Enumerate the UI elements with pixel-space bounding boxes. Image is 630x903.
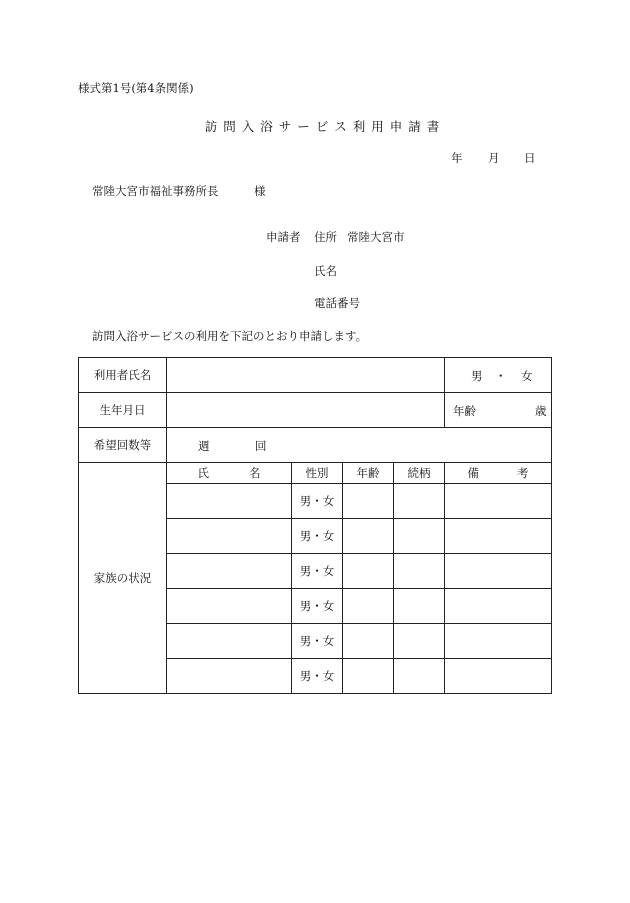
addressee-honorific: 様	[254, 184, 266, 198]
family-relation-field[interactable]	[394, 624, 445, 659]
family-header-relation: 続柄	[394, 463, 445, 484]
family-name-field[interactable]	[167, 624, 292, 659]
addressee-name: 常陸大宮市福祉事務所長	[92, 184, 219, 198]
family-name-field[interactable]	[167, 554, 292, 589]
family-remarks-field[interactable]	[445, 589, 552, 624]
user-gender-field[interactable]	[445, 358, 552, 393]
family-relation-field[interactable]	[394, 659, 445, 694]
date-month: 月	[488, 151, 500, 165]
family-header-remarks-1: 備	[467, 466, 479, 480]
address-value[interactable]: 常陸大宮市	[347, 230, 405, 244]
family-header-name	[167, 463, 292, 484]
application-statement: 訪問入浴サービスの利用を下記のとおり申請します。	[92, 329, 368, 343]
family-name-field[interactable]	[167, 484, 292, 519]
family-relation-field[interactable]	[394, 589, 445, 624]
family-remarks-field[interactable]	[445, 484, 552, 519]
family-age-field[interactable]	[343, 589, 394, 624]
family-age-field[interactable]	[343, 659, 394, 694]
family-gender-field[interactable]: 男・女	[292, 659, 343, 694]
family-header-remarks-2: 考	[517, 466, 529, 480]
applicant-label: 申請者	[266, 230, 301, 244]
date-day: 日	[524, 151, 536, 165]
user-age-field[interactable]	[445, 393, 552, 428]
family-relation-field[interactable]	[394, 484, 445, 519]
family-header-age: 年齢	[343, 463, 394, 484]
family-header-name-1: 氏	[197, 466, 209, 480]
family-remarks-field[interactable]	[445, 624, 552, 659]
age-label: 年齢	[453, 404, 476, 418]
form-title: 訪問入浴サービス利用申請書	[204, 119, 446, 134]
family-gender-field[interactable]: 男・女	[292, 519, 343, 554]
freq-week: 週	[198, 439, 210, 453]
family-header-gender: 性別	[292, 463, 343, 484]
family-remarks-field[interactable]	[445, 659, 552, 694]
family-relation-field[interactable]	[394, 519, 445, 554]
family-header-remarks	[445, 463, 552, 484]
family-remarks-field[interactable]	[445, 554, 552, 589]
gender-male: 男	[471, 369, 483, 383]
applicant-name-label: 氏名	[314, 264, 337, 278]
family-name-field[interactable]	[167, 659, 292, 694]
birthdate-label: 生年月日	[79, 393, 167, 428]
family-gender-field[interactable]: 男・女	[292, 484, 343, 519]
family-name-field[interactable]	[167, 589, 292, 624]
family-age-field[interactable]	[343, 484, 394, 519]
age-unit: 歳	[535, 404, 547, 418]
application-table	[78, 357, 552, 694]
form-number: 様式第1号(第4条関係)	[78, 81, 194, 95]
phone-label: 電話番号	[314, 296, 360, 310]
birthdate-field[interactable]	[167, 393, 445, 428]
user-name-label: 利用者氏名	[79, 358, 167, 393]
date-year: 年	[451, 151, 463, 165]
family-header-name-2: 名	[249, 466, 261, 480]
family-age-field[interactable]	[343, 519, 394, 554]
family-age-field[interactable]	[343, 624, 394, 659]
family-relation-field[interactable]	[394, 554, 445, 589]
family-gender-field[interactable]: 男・女	[292, 554, 343, 589]
frequency-label: 希望回数等	[79, 428, 167, 463]
family-age-field[interactable]	[343, 554, 394, 589]
gender-female: 女	[521, 369, 533, 383]
family-remarks-field[interactable]	[445, 519, 552, 554]
freq-times: 回	[255, 439, 267, 453]
frequency-field[interactable]	[167, 428, 552, 463]
address-label: 住所	[314, 230, 337, 244]
family-status-label: 家族の状況	[79, 463, 167, 694]
user-name-field[interactable]	[167, 358, 445, 393]
gender-dot: ・	[495, 369, 507, 383]
family-gender-field[interactable]: 男・女	[292, 624, 343, 659]
family-gender-field[interactable]: 男・女	[292, 589, 343, 624]
family-name-field[interactable]	[167, 519, 292, 554]
